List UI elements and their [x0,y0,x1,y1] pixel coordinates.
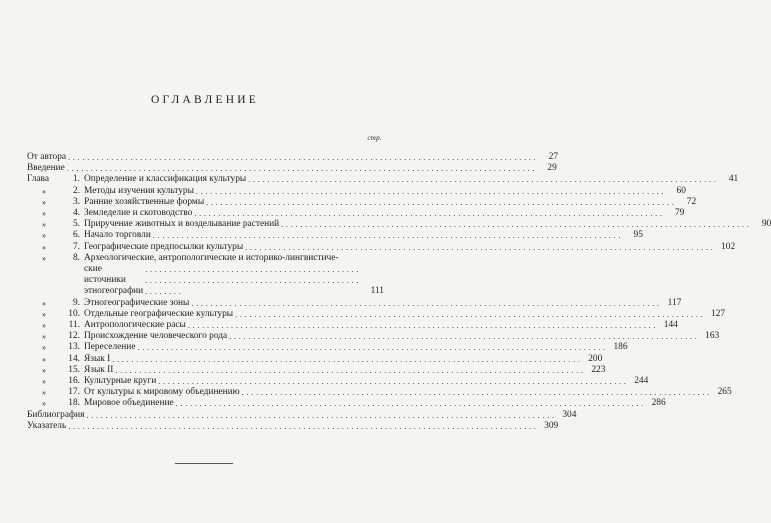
chapter-number: 12. [68,331,80,342]
toc-entry-title: Мировое объединение [84,398,174,409]
toc-entry-page: 111 [370,286,384,297]
chapter-number: 10. [68,308,80,319]
toc-entry[interactable] [27,308,726,320]
leader-dots [68,152,536,163]
toc-entry-title: От автора [27,152,67,162]
leader-dots [67,163,535,174]
leader-dots [145,264,362,298]
toc-entry-title: От культуры к мировому объединению [84,387,240,398]
chapter-number: 4. [72,208,80,219]
toc-entry[interactable] [27,331,720,342]
toc-entry[interactable] [27,420,559,432]
leader-dots [194,208,662,219]
toc-entry-page: 223 [591,364,606,375]
page-title: ОГЛАВЛЕНИЕ [151,94,259,106]
toc-entry-page: 27 [548,152,559,162]
toc-entry[interactable] [27,185,686,197]
leader-dots [153,230,621,241]
chapter-number: 15. [68,364,80,375]
chapter-number: 18. [68,398,80,409]
chapter-number: 13. [68,342,80,353]
toc-entry[interactable] [27,398,666,409]
leader-dots [248,174,716,185]
toc-entry[interactable] [27,376,649,387]
toc-entry-title: Археологические, антропологические и историко-лингвистиче- [84,252,339,263]
toc-entry[interactable] [27,174,739,185]
ditto-mark: » [42,197,46,207]
toc-entry[interactable] [27,230,643,241]
chapter-number: 6. [72,230,80,241]
toc-entry-page: 265 [717,387,732,398]
toc-entry-page: 244 [634,376,649,387]
toc-list [27,152,771,432]
leader-dots [115,365,583,376]
leader-dots [188,320,656,331]
toc-entry[interactable] [27,387,732,398]
toc-entry-page: 200 [588,353,603,364]
toc-entry[interactable] [27,208,685,219]
ditto-mark: » [42,309,46,319]
leader-dots [229,331,697,342]
toc-entry-title: Антропологические расы [84,320,186,331]
chapter-number: 14. [68,353,80,364]
toc-entry-title: Указатель [27,420,67,431]
ditto-mark: » [42,220,46,230]
toc-entry-title-continued: ские источники этногеографии [84,264,144,297]
leader-dots [245,242,713,253]
toc-entry[interactable] [27,163,557,174]
toc-entry[interactable] [27,241,736,253]
chapter-number: 8. [72,252,80,263]
chapter-number: 3. [72,196,80,207]
toc-entry-title: Этногеографические зоны [84,297,190,308]
leader-dots [68,421,536,432]
ditto-mark: » [42,231,46,241]
leader-dots [112,354,580,365]
toc-entry-title: Географические предпосылки культуры [84,241,244,252]
ditto-mark: » [42,388,46,398]
chapter-number: 1. [72,174,80,185]
toc-entry-title: Язык II [84,364,114,375]
ditto-mark: » [42,332,46,342]
toc-entry-title: Приручение животных и возделывание растений [84,219,280,230]
chapter-number: 5. [72,219,80,230]
toc-entry-title: Ранние хозяйственные формы [84,196,205,207]
toc-entry[interactable] [27,353,603,365]
toc-entry-page: 304 [562,409,577,420]
toc-entry-title: Язык I [84,353,111,364]
ditto-mark: » [42,365,46,375]
toc-entry[interactable] [27,219,771,230]
toc-entry-title: Земледелие и скотоводство [84,208,193,219]
ditto-mark: » [42,354,46,364]
toc-entry-page: 72 [686,196,697,207]
chapter-number: 2. [72,185,80,196]
leader-dots [176,398,644,409]
toc-entry-page: 144 [663,320,678,331]
toc-entry-page: 79 [674,208,685,219]
chapter-number: 9. [72,297,80,308]
toc-entry-title: Методы изучения культуры [84,185,194,196]
page-column-label: стр. [367,134,382,142]
toc-entry-page: 41 [728,174,739,185]
closing-rule [175,463,233,464]
toc-entry[interactable] [27,409,577,421]
leader-dots [206,197,674,208]
toc-entry-title: Введение [27,163,65,174]
toc-entry-page: 309 [544,420,559,431]
ditto-mark: » [42,209,46,219]
toc-entry-title: Определение и классификация культуры [84,174,247,185]
chapter-number: 7. [72,241,80,252]
toc-entry[interactable] [27,297,682,309]
toc-entry[interactable] [27,342,628,353]
toc-entry[interactable] [27,364,606,376]
toc-entry[interactable] [27,320,678,331]
leader-dots [196,186,664,197]
ditto-mark: » [42,242,46,252]
toc-entry-page: 29 [547,163,557,174]
leader-dots [191,298,659,309]
leader-dots [158,376,626,387]
toc-entry-title: Переселение [84,342,136,353]
ditto-mark: » [42,321,46,331]
toc-entry[interactable] [27,152,559,163]
toc-entry-page: 163 [705,331,720,342]
chapter-number: 16. [68,376,80,387]
ditto-mark: » [42,253,46,263]
leader-dots [242,387,710,398]
toc-entry-title: Библиография [27,409,85,420]
ditto-mark: » [42,186,46,196]
ditto-mark: » [42,399,46,409]
toc-entry-page: 127 [711,308,726,319]
chapter-number: 17. [68,387,80,398]
leader-dots [86,410,554,421]
leader-dots [138,342,606,353]
ditto-mark: » [42,343,46,353]
toc-entry-page: 117 [667,297,682,308]
chapter-prefix: Глава [27,174,50,185]
toc-entry-page: 102 [721,241,736,252]
toc-entry-page: 95 [633,230,643,241]
toc-entry-page: 60 [676,185,686,196]
toc-entry-title: Культурные круги [84,376,157,387]
ditto-mark: » [42,298,46,308]
toc-entry-title: Отдельные географические культуры [84,308,234,319]
toc-entry-title: Начало торговли [84,230,151,241]
chapter-number: 11. [68,320,80,331]
toc-entry-page: 286 [651,398,666,409]
toc-entry-title: Происхождение человеческого рода [84,331,228,342]
toc-entry-page: 90 [761,219,771,230]
ditto-mark: » [42,377,46,387]
toc-entry[interactable] [27,253,384,298]
leader-dots [281,219,749,230]
toc-entry[interactable] [27,196,697,208]
leader-dots [235,309,703,320]
toc-entry-page: 186 [613,342,628,353]
